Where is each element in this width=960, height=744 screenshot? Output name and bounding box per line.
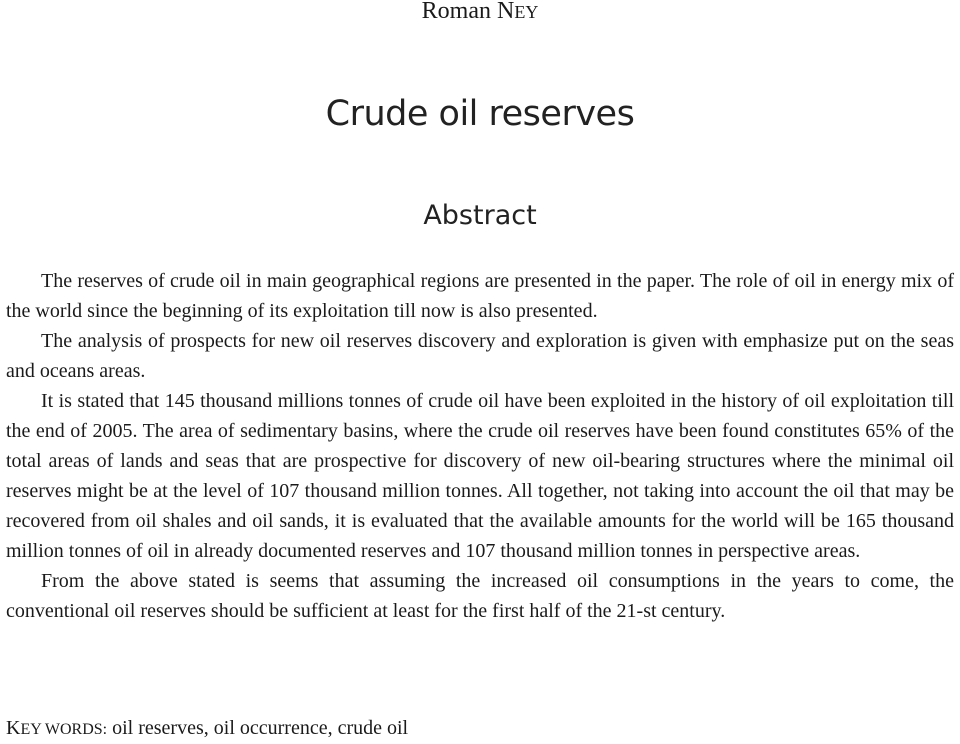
author-first-name: Roman	[421, 0, 491, 24]
paper-title: Crude oil reserves	[325, 94, 635, 134]
abstract-paragraph: The analysis of prospects for new oil reserves discovery and exploration is given with emphasize put on the seas and oceans areas.	[6, 330, 954, 382]
keywords-value: oil reserves, oil occurrence, crude oil	[112, 717, 409, 739]
abstract-heading: Abstract	[423, 200, 537, 231]
keywords-label: KEY WORDS:	[6, 717, 108, 739]
abstract-body	[6, 266, 954, 626]
abstract-paragraph: From the above stated is seems that assuming the increased oil consumptions in the years to come, the conventional oil reserves should be sufficient at least for the first half of the 21-st century.	[6, 570, 954, 622]
author-last-name: NEY	[496, 0, 539, 24]
abstract-paragraph: It is stated that 145 thousand millions tonnes of crude oil have been exploited in the history of oil exploitation till the end of 2005. The area of sedimentary basins, where the crude oil reserves have been found constitutes 65% of the total areas of lands and seas that are prospective for discovery of new oil-bearing structures where the minimal oil reserves might be at the level of 107 thousand million tonnes. All together, not taking into account the oil that may be recovered from oil shales and oil sands, it is evaluated that the available amounts for the world will be 165 thousand million tonnes of oil in already documented reserves and 107 thousand million tonnes in perspective areas.	[6, 390, 954, 562]
keywords-line	[6, 714, 954, 744]
author-line	[0, 0, 960, 25]
abstract-paragraph: The reserves of crude oil in main geographical regions are presented in the paper. The role of oil in energy mix of the world since the beginning of its exploitation till now is also presented.	[6, 270, 954, 322]
